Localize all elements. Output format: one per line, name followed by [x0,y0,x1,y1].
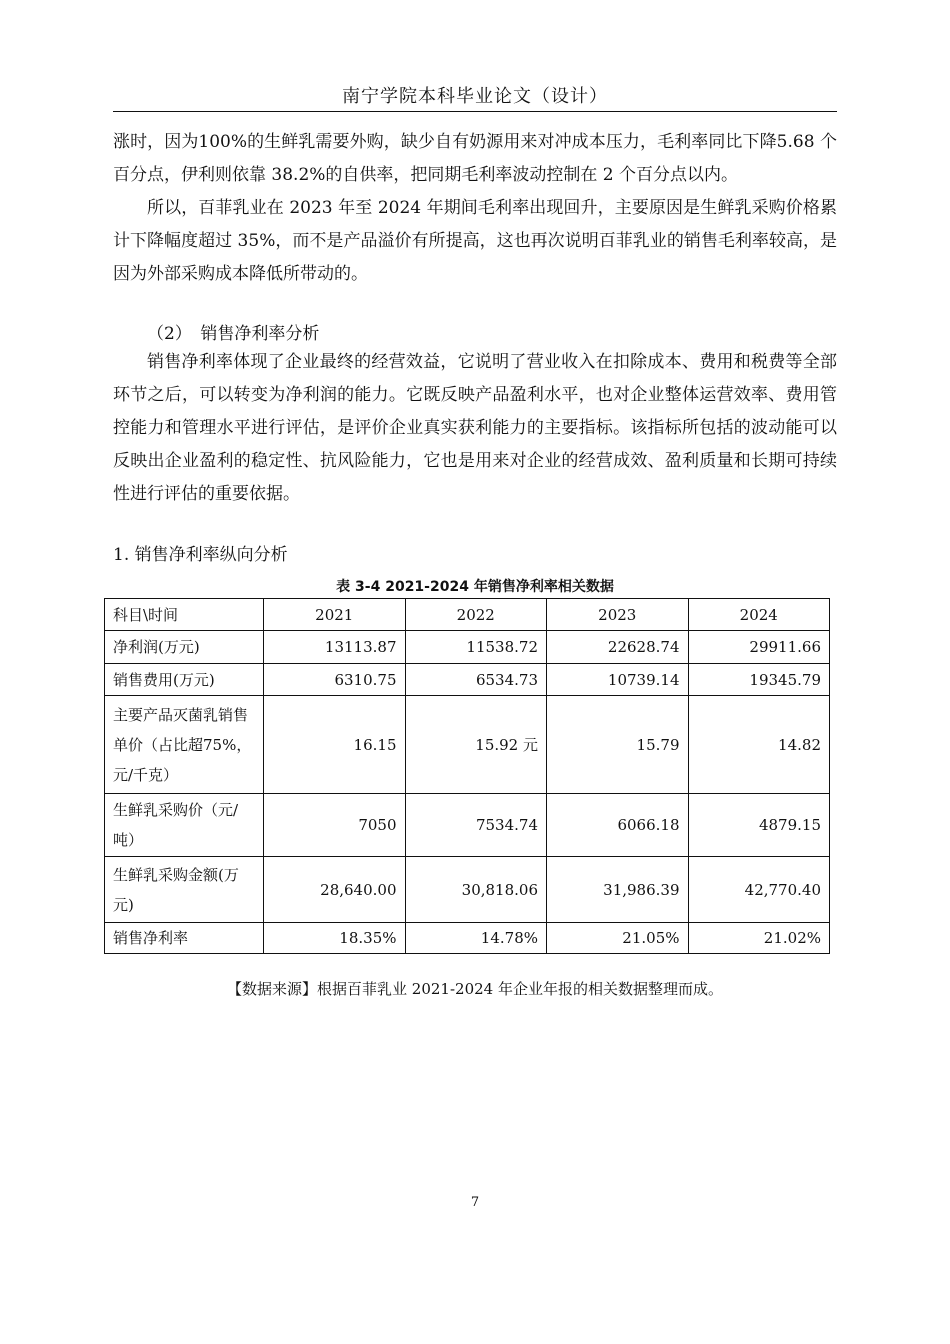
table-cell: 18.35% [264,923,406,954]
table-cell: 16.15 [264,696,406,794]
table-cell: 21.05% [547,923,689,954]
net-margin-data-table [104,598,830,954]
table-cell: 31,986.39 [547,857,689,923]
row-label: 主要产品灭菌乳销售单价（占比超75%，元/千克） [105,696,264,794]
table-row [105,923,830,954]
paragraph-text: 所以，百菲乳业在 2023 年至 2024 年期间毛利率出现回升，主要原因是生鲜乳采购价格累计下降幅度超过 35%，而不是产品溢价有所提高，这也再次说明百菲乳业的销售毛利率较高，是因为外部采购成本降低所带动的。 [113,198,837,284]
row-label: 生鲜乳采购金额(万元) [105,857,264,923]
table-row [105,794,830,857]
table-cell: 22628.74 [547,631,689,664]
table-cell: 15.92 元 [405,696,547,794]
table-cell: 14.78% [405,923,547,954]
table-cell: 6534.73 [405,664,547,696]
table-header-cell: 2023 [547,599,689,631]
table-row [105,857,830,923]
header-rule [113,111,837,112]
row-label: 销售净利率 [105,923,264,954]
table-caption: 表 3-4 2021-2024 年销售净利率相关数据 [336,579,614,595]
row-label: 生鲜乳采购价（元/吨） [105,794,264,857]
paragraph-gross-margin-summary [113,192,837,291]
table-cell: 7534.74 [405,794,547,857]
table-cell: 19345.79 [688,664,830,696]
paragraph-continuation [113,126,837,192]
table-cell: 10739.14 [547,664,689,696]
paragraph-text: 涨时，因为100%的生鲜乳需要外购，缺少自有奶源用来对冲成本压力，毛利率同比下降5.68 个百分点，伊利则依靠 38.2%的自供率，把同期毛利率波动控制在 2 个百分点以内。 [113,132,837,185]
row-label: 净利润(万元) [105,631,264,664]
table-header-cell: 2022 [405,599,547,631]
table-cell: 13113.87 [264,631,406,664]
table-cell: 42,770.40 [688,857,830,923]
table-header-cell: 科目\时间 [105,599,264,631]
table-cell: 28,640.00 [264,857,406,923]
table-cell: 14.82 [688,696,830,794]
table-header-cell: 2021 [264,599,406,631]
table-cell: 6066.18 [547,794,689,857]
table-header-cell: 2024 [688,599,830,631]
subheading-vertical-analysis: 1. 销售净利率纵向分析 [113,545,288,565]
paragraph-net-margin-definition [113,346,837,511]
page-number: 7 [470,1195,480,1210]
table-cell: 11538.72 [405,631,547,664]
table-cell: 15.79 [547,696,689,794]
data-source-note: 【数据来源】根据百菲乳业 2021-2024 年企业年报的相关数据整理而成。 [227,980,723,998]
table-cell: 7050 [264,794,406,857]
table-cell: 21.02% [688,923,830,954]
section-heading-net-margin: （2） 销售净利率分析 [147,324,320,344]
table-row [105,631,830,664]
row-label: 销售费用(万元) [105,664,264,696]
table-cell: 4879.15 [688,794,830,857]
table-cell: 29911.66 [688,631,830,664]
paragraph-text: 销售净利率体现了企业最终的经营效益，它说明了营业收入在扣除成本、费用和税费等全部环节之后，可以转变为净利润的能力。它既反映产品盈利水平，也对企业整体运营效率、费用管控能力和管理水平进行评估，是评价企业真实获利能力的主要指标。该指标所包括的波动能可以反映出企业盈利的稳定性、抗风险能力，它也是用来对企业的经营成效、盈利质量和长期可持续性进行评估的重要依据。 [113,352,837,504]
table-cell: 6310.75 [264,664,406,696]
page-header: 南宁学院本科毕业论文（设计） [342,86,608,107]
table-row [105,664,830,696]
table-row [105,696,830,794]
table-cell: 30,818.06 [405,857,547,923]
table-header-row [105,599,830,631]
